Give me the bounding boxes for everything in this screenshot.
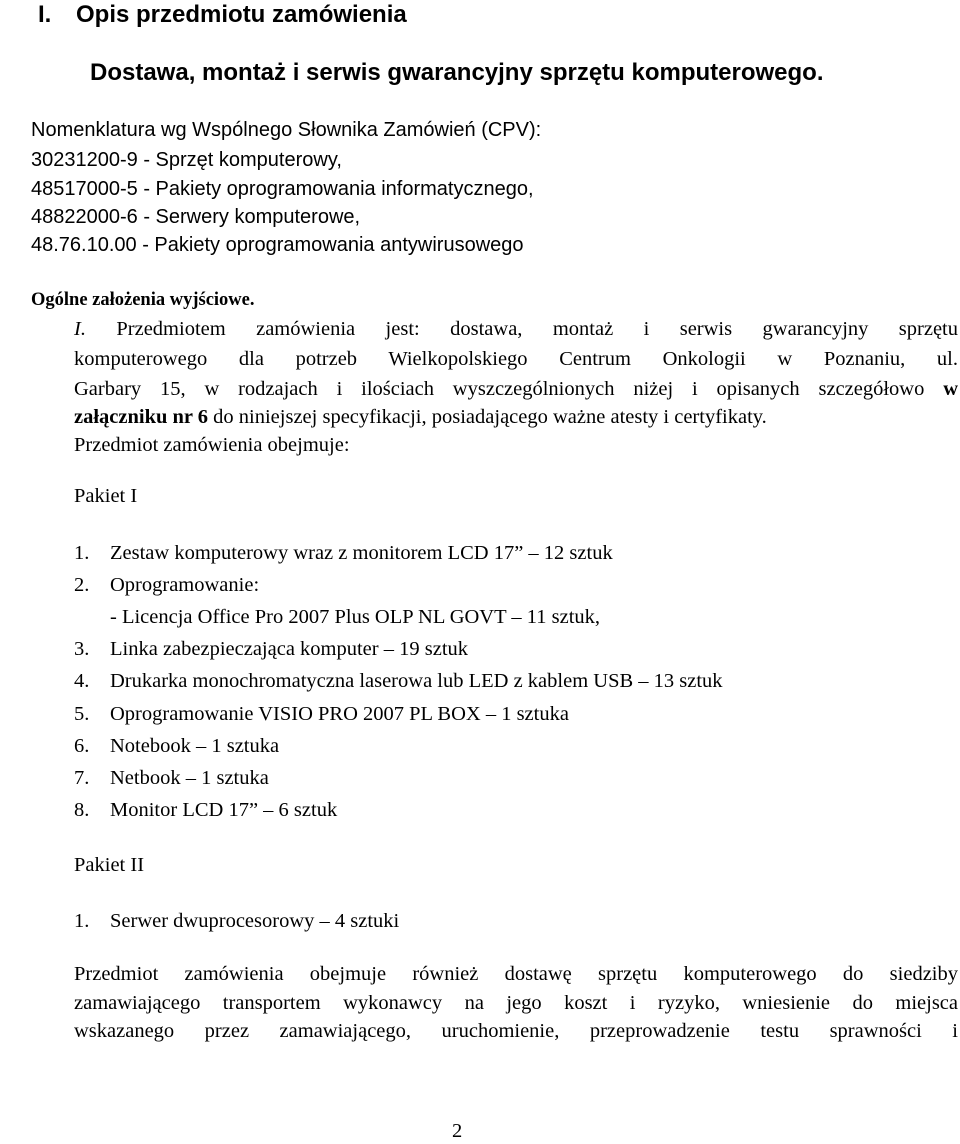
closing-paragraph-line: Przedmiot zamówienia obejmuje również dostawę sprzętu komputerowego do siedziby: [74, 963, 958, 985]
cpv-code: 48.76.10.00 - Pakiety oprogramowania antywirusowego: [31, 234, 524, 256]
intro-paragraph-line: komputerowego dla potrzeb Wielkopolskiego Centrum Onkologii w Poznaniu, ul.: [74, 348, 958, 370]
intro-paragraph-line: I. Przedmiotem zamówienia jest: dostawa, montaż i serwis gwarancyjny sprzętu: [74, 318, 959, 340]
list-item: 8. Monitor LCD 17” – 6 sztuk: [74, 799, 338, 821]
intro-paragraph-line: Przedmiot zamówienia obejmuje:: [74, 434, 350, 456]
closing-paragraph-line: zamawiającego transportem wykonawcy na jego koszt i ryzyko, wniesienie do miejsca: [74, 992, 958, 1014]
list-item: 3. Linka zabezpieczająca komputer – 19 sztuk: [74, 638, 469, 660]
section-heading: [38, 1, 407, 29]
list-item: 7. Netbook – 1 sztuka: [74, 767, 269, 789]
list-item: 5. Oprogramowanie VISIO PRO 2007 PL BOX – 1 sztuka: [74, 703, 569, 725]
intro-paragraph-line: załączniku nr 6 do niniejszej specyfikacji, posiadającego ważne atesty i certyfikaty.: [74, 406, 767, 428]
list-item: 1. Zestaw komputerowy wraz z monitorem LCD 17” – 12 sztuk: [74, 542, 613, 564]
cpv-code: 30231200-9 - Sprzęt komputerowy,: [31, 149, 342, 171]
closing-paragraph-line: wskazanego przez zamawiającego, uruchomienie, przeprowadzenie testu sprawności i: [74, 1020, 958, 1042]
cpv-code: 48517000-5 - Pakiety oprogramowania informatycznego,: [31, 178, 534, 200]
list-item: 2. Oprogramowanie:: [74, 574, 260, 596]
section-title: Opis przedmiotu zamówienia: [76, 1, 407, 28]
subject-title: Dostawa, montaż i serwis gwarancyjny sprzętu komputerowego.: [90, 59, 824, 86]
cpv-intro: Nomenklatura wg Wspólnego Słownika Zamówień (CPV):: [31, 119, 542, 141]
intro-paragraph-line: Garbary 15, w rodzajach i ilościach wyszczególnionych niżej i opisanych szczegółowo w: [74, 378, 959, 400]
list-item: 1. Serwer dwuprocesorowy – 4 sztuki: [74, 910, 400, 932]
pakiet-1-title: Pakiet I: [74, 485, 138, 507]
paragraph-number: I.: [74, 318, 86, 340]
page-number: 2: [452, 1120, 463, 1142]
cpv-code: 48822000-6 - Serwery komputerowe,: [31, 206, 361, 228]
list-subitem: - Licencja Office Pro 2007 Plus OLP NL GOVT – 11 sztuk,: [110, 606, 601, 628]
list-item: 6. Notebook – 1 sztuka: [74, 735, 280, 757]
pakiet-2-title: Pakiet II: [74, 854, 145, 876]
list-item: 4. Drukarka monochromatyczna laserowa lub LED z kablem USB – 13 sztuk: [74, 670, 723, 692]
general-heading: Ogólne założenia wyjściowe.: [31, 290, 255, 310]
section-number: I.: [38, 1, 52, 28]
